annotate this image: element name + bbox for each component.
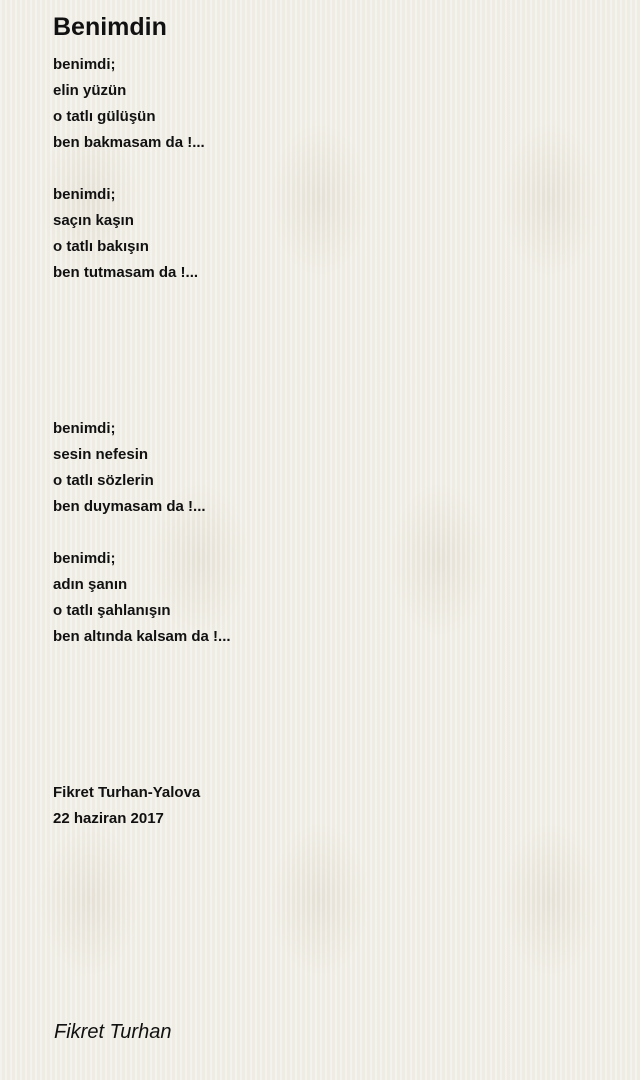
poem-signature: [53, 780, 613, 832]
poem-line: adın şanın: [53, 576, 128, 593]
author-name: Fikret Turhan: [54, 1021, 172, 1043]
poem-line: benimdi;: [53, 56, 116, 73]
poem-line: ben bakmasam da !...: [53, 134, 205, 151]
poem-line: o tatlı sözlerin: [53, 472, 154, 489]
poem-body: [53, 52, 613, 832]
poem-line: ben altında kalsam da !...: [53, 628, 231, 645]
poem-line: saçın kaşın: [53, 212, 134, 229]
stanza-gap: [53, 156, 613, 182]
poem-line: benimdi;: [53, 420, 116, 437]
poem-line: benimdi;: [53, 186, 116, 203]
stanza-3: [53, 416, 613, 520]
poem-line: benimdi;: [53, 550, 116, 567]
stanza-4: [53, 546, 613, 650]
poem-line: o tatlı bakışın: [53, 238, 149, 255]
signature-date: 22 haziran 2017: [53, 810, 164, 827]
poem-line: o tatlı şahlanışın: [53, 602, 171, 619]
stanza-gap: [53, 286, 613, 416]
stanza-2: [53, 182, 613, 286]
poem-line: elin yüzün: [53, 82, 127, 99]
stanza-1: [53, 52, 613, 156]
stanza-gap: [53, 650, 613, 780]
stanza-gap: [53, 520, 613, 546]
poem-line: ben tutmasam da !...: [53, 264, 199, 281]
poem-line: ben duymasam da !...: [53, 498, 206, 515]
poem-line: sesin nefesin: [53, 446, 149, 463]
poem-line: o tatlı gülüşün: [53, 108, 156, 125]
poem-title: Benimdin: [53, 13, 167, 41]
signature-place: Fikret Turhan-Yalova: [53, 784, 201, 801]
